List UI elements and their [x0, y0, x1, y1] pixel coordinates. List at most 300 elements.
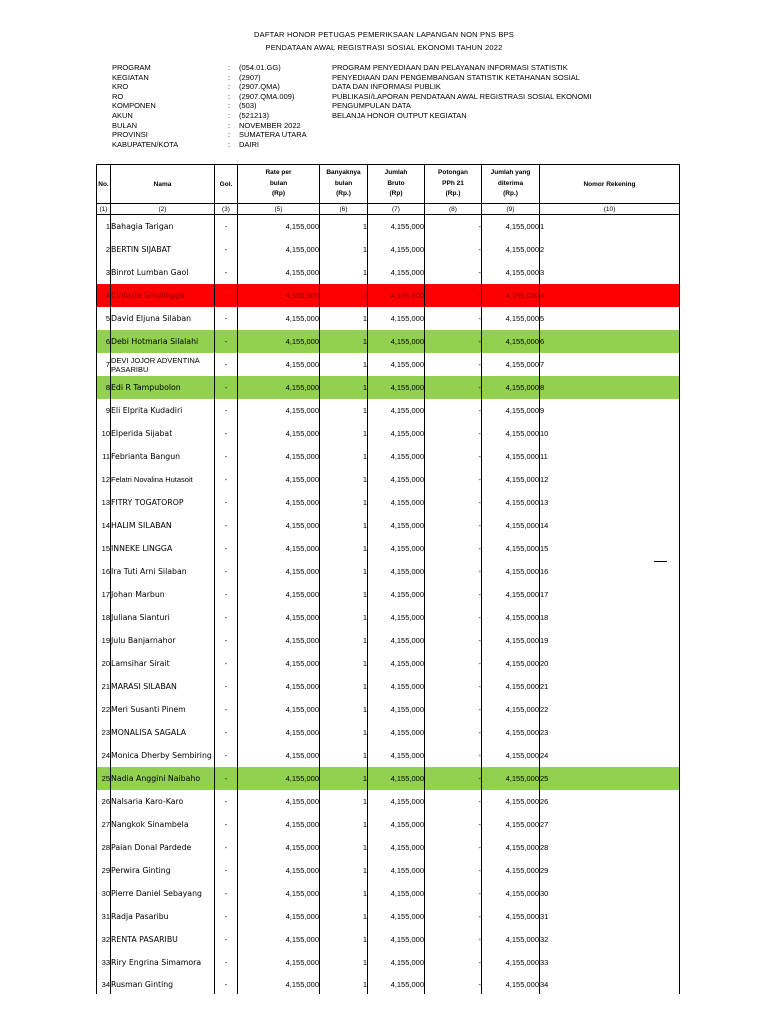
row-name: Lamsihar Sirait — [111, 652, 215, 675]
table-row — [97, 560, 680, 583]
row-diterima: 4,155,000 — [482, 790, 540, 813]
row-gol: - — [215, 353, 238, 376]
row-bruto: 4,155,000 — [368, 445, 425, 468]
row-gol: - — [215, 330, 238, 353]
row-diterima: 4,155,000 — [482, 928, 540, 951]
header-bruto — [368, 165, 425, 204]
row-rekening: 13 — [540, 491, 680, 514]
row-rate: 4,155,000 — [238, 537, 320, 560]
row-number: 19 — [97, 629, 111, 652]
table-row — [97, 928, 680, 951]
row-number: 23 — [97, 721, 111, 744]
row-bulan: 1 — [320, 353, 368, 376]
row-name: FITRY TOGATOROP — [111, 491, 215, 514]
row-number: 14 — [97, 514, 111, 537]
meta-key: KEGIATAN — [112, 72, 149, 82]
meta-code: (2907) — [239, 72, 261, 82]
row-potongan: - — [425, 767, 482, 790]
margin-dash — [654, 561, 667, 562]
row-number: 33 — [97, 951, 111, 974]
table-row — [97, 215, 680, 239]
table-row — [97, 974, 680, 994]
row-potongan: - — [425, 376, 482, 399]
row-gol: - — [215, 767, 238, 790]
row-diterima: 4,155,000 — [482, 836, 540, 859]
row-bulan: 1 — [320, 468, 368, 491]
row-bulan: 1 — [320, 514, 368, 537]
header-banyak-line3: (Rp.) — [336, 190, 351, 198]
row-rekening: 25 — [540, 767, 680, 790]
row-diterima: 4,155,000 — [482, 215, 540, 239]
row-bulan: 1 — [320, 445, 368, 468]
meta-row — [112, 82, 592, 92]
row-bruto: 4,155,000 — [368, 859, 425, 882]
row-bruto: 4,155,000 — [368, 261, 425, 284]
row-rate: 4,155,000 — [238, 836, 320, 859]
row-rate: 4,155,000 — [238, 767, 320, 790]
row-rekening: 23 — [540, 721, 680, 744]
header-banyak-line1: Banyaknya — [326, 169, 361, 177]
row-name: Felatri Novalina Hutasoit — [111, 468, 215, 491]
row-number: 12 — [97, 468, 111, 491]
table-row — [97, 606, 680, 629]
table-row — [97, 284, 680, 307]
meta-separator: : — [228, 63, 231, 72]
row-gol: - — [215, 813, 238, 836]
row-rekening: 34 — [540, 974, 680, 994]
row-number: 15 — [97, 537, 111, 560]
row-diterima: 4,155,000 — [482, 859, 540, 882]
header-nama: Nama — [111, 165, 215, 204]
row-bruto: 4,155,000 — [368, 928, 425, 951]
row-gol: - — [215, 951, 238, 974]
row-bulan: 1 — [320, 859, 368, 882]
row-potongan: - — [425, 215, 482, 239]
row-diterima: 4,155,000 — [482, 698, 540, 721]
row-gol: - — [215, 491, 238, 514]
meta-key: PROGRAM — [112, 63, 151, 72]
row-name: Paian Donal Pardede — [111, 836, 215, 859]
table-row — [97, 951, 680, 974]
table-row — [97, 721, 680, 744]
metadata-block — [112, 63, 592, 149]
row-number: 30 — [97, 882, 111, 905]
row-diterima: 4,155,000 — [482, 583, 540, 606]
row-name: Edi R Tampubolon — [111, 376, 215, 399]
row-bruto: 4,155,000 — [368, 537, 425, 560]
row-gol: - — [215, 836, 238, 859]
row-bulan: 1 — [320, 422, 368, 445]
row-rate: 4,155,000 — [238, 445, 320, 468]
document-subtitle: PENDATAAN AWAL REGISTRASI SOSIAL EKONOMI TAHUN 2022 — [265, 43, 503, 52]
meta-separator: : — [228, 120, 231, 130]
header-potongan-line3: (Rp.) — [445, 190, 461, 198]
row-rate: 4,155,000 — [238, 813, 320, 836]
row-gol: - — [215, 560, 238, 583]
row-number: 24 — [97, 744, 111, 767]
row-rekening: 12 — [540, 468, 680, 491]
row-rekening: 30 — [540, 882, 680, 905]
row-rate: 4,155,000 — [238, 721, 320, 744]
row-diterima: 4,155,000 — [482, 813, 540, 836]
colnum-6: (6) — [320, 204, 368, 215]
row-name: Nadia Anggini Naibaho — [111, 767, 215, 790]
row-rekening: 21 — [540, 675, 680, 698]
meta-description: PENGUMPULAN DATA — [332, 101, 411, 111]
row-rekening: 16 — [540, 560, 680, 583]
row-bulan: 1 — [320, 330, 368, 353]
table-row — [97, 376, 680, 399]
row-name: Riry Engrina Simamora — [111, 951, 215, 974]
meta-separator: : — [228, 110, 231, 120]
table-row — [97, 261, 680, 284]
row-name: Cintaria Sinulingga — [111, 284, 215, 307]
table-row — [97, 698, 680, 721]
row-rekening: 32 — [540, 928, 680, 951]
row-number: 18 — [97, 606, 111, 629]
row-number: 26 — [97, 790, 111, 813]
row-diterima: 4,155,000 — [482, 744, 540, 767]
row-diterima: 4,155,000 — [482, 882, 540, 905]
row-bruto: 4,155,000 — [368, 813, 425, 836]
row-gol: - — [215, 399, 238, 422]
table-row — [97, 790, 680, 813]
row-bulan: 1 — [320, 629, 368, 652]
row-gol: - — [215, 215, 238, 239]
row-rekening: 8 — [540, 376, 680, 399]
row-bulan: 1 — [320, 974, 368, 994]
row-diterima: 4,155,000 — [482, 376, 540, 399]
row-gol: - — [215, 583, 238, 606]
header-rate-line1: Rate per — [265, 169, 292, 177]
meta-row — [112, 92, 592, 102]
row-bruto: 4,155,000 — [368, 767, 425, 790]
row-rate: 4,155,000 — [238, 422, 320, 445]
row-rate: 4,155,000 — [238, 951, 320, 974]
table-row — [97, 491, 680, 514]
row-bruto: 4,155,000 — [368, 974, 425, 994]
row-gol: - — [215, 261, 238, 284]
row-diterima: 4,155,000 — [482, 560, 540, 583]
meta-description: BELANJA HONOR OUTPUT KEGIATAN — [332, 110, 467, 120]
row-bulan: 1 — [320, 307, 368, 330]
table-row — [97, 629, 680, 652]
row-rate: 4,155,000 — [238, 491, 320, 514]
row-name: INNEKE LINGGA — [111, 537, 215, 560]
row-bulan: 1 — [320, 790, 368, 813]
row-potongan: - — [425, 468, 482, 491]
meta-row — [112, 73, 592, 83]
row-rekening: 15 — [540, 537, 680, 560]
table-row — [97, 905, 680, 928]
meta-code: NOVEMBER 2022 — [239, 120, 301, 130]
table-row — [97, 583, 680, 606]
row-name: MONALISA SAGALA — [111, 721, 215, 744]
row-bruto: 4,155,000 — [368, 284, 425, 307]
row-gol: - — [215, 422, 238, 445]
row-rekening: 18 — [540, 606, 680, 629]
meta-description: PROGRAM PENYEDIAAN DAN PELAYANAN INFORMASI STATISTIK — [332, 63, 568, 72]
row-name: Meri Susanti Pinem — [111, 698, 215, 721]
row-number: 5 — [97, 307, 111, 330]
row-name: Johan Marbun — [111, 583, 215, 606]
table-row — [97, 514, 680, 537]
row-potongan: - — [425, 859, 482, 882]
row-potongan: - — [425, 284, 482, 307]
row-number: 28 — [97, 836, 111, 859]
row-bruto: 4,155,000 — [368, 951, 425, 974]
row-bulan: 1 — [320, 882, 368, 905]
row-rate: 4,155,000 — [238, 606, 320, 629]
row-bruto: 4,155,000 — [368, 376, 425, 399]
row-rate: 4,155,000 — [238, 583, 320, 606]
meta-row — [112, 101, 592, 111]
header-diterima — [482, 165, 540, 204]
row-potongan: - — [425, 330, 482, 353]
row-rate: 4,155,000 — [238, 859, 320, 882]
row-bulan: 1 — [320, 675, 368, 698]
row-number: 10 — [97, 422, 111, 445]
row-potongan: - — [425, 652, 482, 675]
row-bulan: 1 — [320, 813, 368, 836]
row-rekening: 4 — [540, 284, 680, 307]
row-bruto: 4,155,000 — [368, 307, 425, 330]
row-name: Ira Tuti Arni Silaban — [111, 560, 215, 583]
row-potongan: - — [425, 238, 482, 261]
colnum-2: (2) — [111, 204, 215, 215]
row-rate: 4,155,000 — [238, 514, 320, 537]
row-diterima: 4,155,000 — [482, 537, 540, 560]
row-number: 9 — [97, 399, 111, 422]
meta-separator: : — [228, 72, 231, 82]
row-gol: - — [215, 238, 238, 261]
colnum-5: (5) — [238, 204, 320, 215]
row-number: 11 — [97, 445, 111, 468]
row-number: 34 — [97, 974, 111, 994]
row-number: 25 — [97, 767, 111, 790]
row-name: Julu Banjarnahor — [111, 629, 215, 652]
meta-row — [112, 130, 592, 140]
row-number: 4 — [97, 284, 111, 307]
table-row — [97, 330, 680, 353]
row-gol: - — [215, 514, 238, 537]
row-rate: 4,155,000 — [238, 629, 320, 652]
meta-separator: : — [228, 101, 231, 111]
row-diterima: 4,155,000 — [482, 974, 540, 994]
row-diterima: 4,155,000 — [482, 238, 540, 261]
row-rekening: 2 — [540, 238, 680, 261]
meta-code: (2907.QMA) — [239, 82, 280, 92]
row-diterima: 4,155,000 — [482, 675, 540, 698]
meta-row — [112, 121, 592, 131]
row-name: Elperida Sijabat — [111, 422, 215, 445]
row-gol: - — [215, 905, 238, 928]
meta-code: SUMATERA UTARA — [239, 130, 307, 140]
row-potongan: - — [425, 353, 482, 376]
row-bulan: 1 — [320, 491, 368, 514]
table-row — [97, 399, 680, 422]
row-gol: - — [215, 376, 238, 399]
row-bruto: 4,155,000 — [368, 399, 425, 422]
row-diterima: 4,155,000 — [482, 491, 540, 514]
row-name: Pierre Daniel Sebayang — [111, 882, 215, 905]
row-potongan: - — [425, 445, 482, 468]
row-rate: 4,155,000 — [238, 399, 320, 422]
row-bulan: 1 — [320, 376, 368, 399]
row-bulan: 1 — [320, 951, 368, 974]
row-gol: - — [215, 606, 238, 629]
meta-code: (521213) — [239, 110, 270, 120]
table-row — [97, 767, 680, 790]
row-name: Juliana Sianturi — [111, 606, 215, 629]
row-potongan: - — [425, 491, 482, 514]
row-name: Rusman Ginting — [111, 974, 215, 994]
meta-key: PROVINSI — [112, 130, 148, 140]
row-diterima: 4,155,000 — [482, 445, 540, 468]
row-rate: 4,155,000 — [238, 675, 320, 698]
row-name: Febrianta Bangun — [111, 445, 215, 468]
row-gol: - — [215, 629, 238, 652]
meta-code: DAIRI — [239, 139, 260, 149]
table-row — [97, 537, 680, 560]
table-row — [97, 307, 680, 330]
row-bruto: 4,155,000 — [368, 606, 425, 629]
header-diterima-line3: (Rp.) — [503, 190, 518, 198]
table-row — [97, 836, 680, 859]
row-number: 7 — [97, 353, 111, 376]
row-bulan: 1 — [320, 215, 368, 239]
row-bulan: 1 — [320, 698, 368, 721]
row-rekening: 1 — [540, 215, 680, 239]
row-potongan: - — [425, 974, 482, 994]
row-number: 6 — [97, 330, 111, 353]
honor-table — [96, 164, 680, 994]
row-bruto: 4,155,000 — [368, 583, 425, 606]
row-gol: - — [215, 882, 238, 905]
meta-code: (054.01.GG) — [239, 63, 281, 72]
meta-row — [112, 140, 592, 150]
header-bruto-line3: (Rp) — [389, 190, 403, 198]
row-gol: - — [215, 675, 238, 698]
table-row — [97, 445, 680, 468]
header-potongan — [425, 165, 482, 204]
row-rekening: 33 — [540, 951, 680, 974]
row-potongan: - — [425, 422, 482, 445]
row-potongan: - — [425, 629, 482, 652]
header-diterima-line1: Jumlah yang — [490, 169, 531, 177]
row-rate: 4,155,000 — [238, 882, 320, 905]
row-rekening: 17 — [540, 583, 680, 606]
row-potongan: - — [425, 698, 482, 721]
row-bruto: 4,155,000 — [368, 790, 425, 813]
table-row — [97, 859, 680, 882]
row-name: Binrot Lumban Gaol — [111, 261, 215, 284]
header-no: No. — [97, 165, 111, 204]
row-bruto: 4,155,000 — [368, 905, 425, 928]
meta-row — [112, 111, 592, 121]
header-rate-line2: bulan — [269, 179, 288, 187]
row-rekening: 10 — [540, 422, 680, 445]
row-rate: 4,155,000 — [238, 744, 320, 767]
row-bulan: 1 — [320, 905, 368, 928]
meta-description: DATA DAN INFORMASI PUBLIK — [332, 82, 441, 92]
row-potongan: - — [425, 790, 482, 813]
row-potongan: - — [425, 514, 482, 537]
row-gol: - — [215, 721, 238, 744]
row-potongan: - — [425, 583, 482, 606]
colnum-7: (7) — [368, 204, 425, 215]
header-potongan-line2: PPh 21 — [442, 179, 464, 187]
row-bulan: 1 — [320, 606, 368, 629]
row-potongan: - — [425, 560, 482, 583]
row-bruto: 4,155,000 — [368, 675, 425, 698]
row-name: Perwira Ginting — [111, 859, 215, 882]
row-bulan: 1 — [320, 744, 368, 767]
row-bruto: 4,155,000 — [368, 468, 425, 491]
row-potongan: - — [425, 928, 482, 951]
row-diterima: 4,155,000 — [482, 721, 540, 744]
row-number: 3 — [97, 261, 111, 284]
row-rate: 4,155,000 — [238, 468, 320, 491]
row-name: BERTIN SIJABAT — [111, 238, 215, 261]
row-rate: 4,155,000 — [238, 928, 320, 951]
row-potongan: - — [425, 836, 482, 859]
row-potongan: - — [425, 675, 482, 698]
row-bruto: 4,155,000 — [368, 560, 425, 583]
row-rekening: 5 — [540, 307, 680, 330]
row-number: 16 — [97, 560, 111, 583]
row-name: Bahagia Tarigan — [111, 215, 215, 239]
meta-key: BULAN — [112, 120, 138, 130]
row-rekening: 19 — [540, 629, 680, 652]
table-row — [97, 675, 680, 698]
row-bulan: 1 — [320, 284, 368, 307]
row-gol: - — [215, 698, 238, 721]
row-bruto: 4,155,000 — [368, 836, 425, 859]
header-rate — [238, 165, 320, 204]
row-diterima: 4,155,000 — [482, 353, 540, 376]
row-rekening: 26 — [540, 790, 680, 813]
row-rekening: 11 — [540, 445, 680, 468]
row-rekening: 27 — [540, 813, 680, 836]
row-bruto: 4,155,000 — [368, 698, 425, 721]
row-gol: - — [215, 974, 238, 994]
row-rate: 4,155,000 — [238, 698, 320, 721]
row-diterima: 4,155,000 — [482, 606, 540, 629]
row-bruto: 4,155,000 — [368, 330, 425, 353]
row-bruto: 4,155,000 — [368, 238, 425, 261]
row-name: Nalsaria Karo-Karo — [111, 790, 215, 813]
row-name: HALIM SILABAN — [111, 514, 215, 537]
row-rekening: 29 — [540, 859, 680, 882]
meta-key: AKUN — [112, 110, 133, 120]
row-name: Debi Hotmaria Silalahi — [111, 330, 215, 353]
header-gol: Gol. — [215, 165, 238, 204]
header-banyak-line2: bulan — [334, 179, 353, 187]
row-number: 1 — [97, 215, 111, 239]
row-bruto: 4,155,000 — [368, 629, 425, 652]
meta-description: PENYEDIAAN DAN PENGEMBANGAN STATISTIK KETAHANAN SOSIAL — [332, 72, 580, 82]
colnum-1: (1) — [97, 204, 111, 215]
row-bruto: 4,155,000 — [368, 721, 425, 744]
meta-separator: : — [228, 139, 231, 149]
row-rate: 4,155,000 — [238, 974, 320, 994]
row-rate: 4,155,000 — [238, 330, 320, 353]
row-rekening: 20 — [540, 652, 680, 675]
row-rekening: 3 — [540, 261, 680, 284]
row-bulan: 1 — [320, 261, 368, 284]
row-bulan: 1 — [320, 583, 368, 606]
